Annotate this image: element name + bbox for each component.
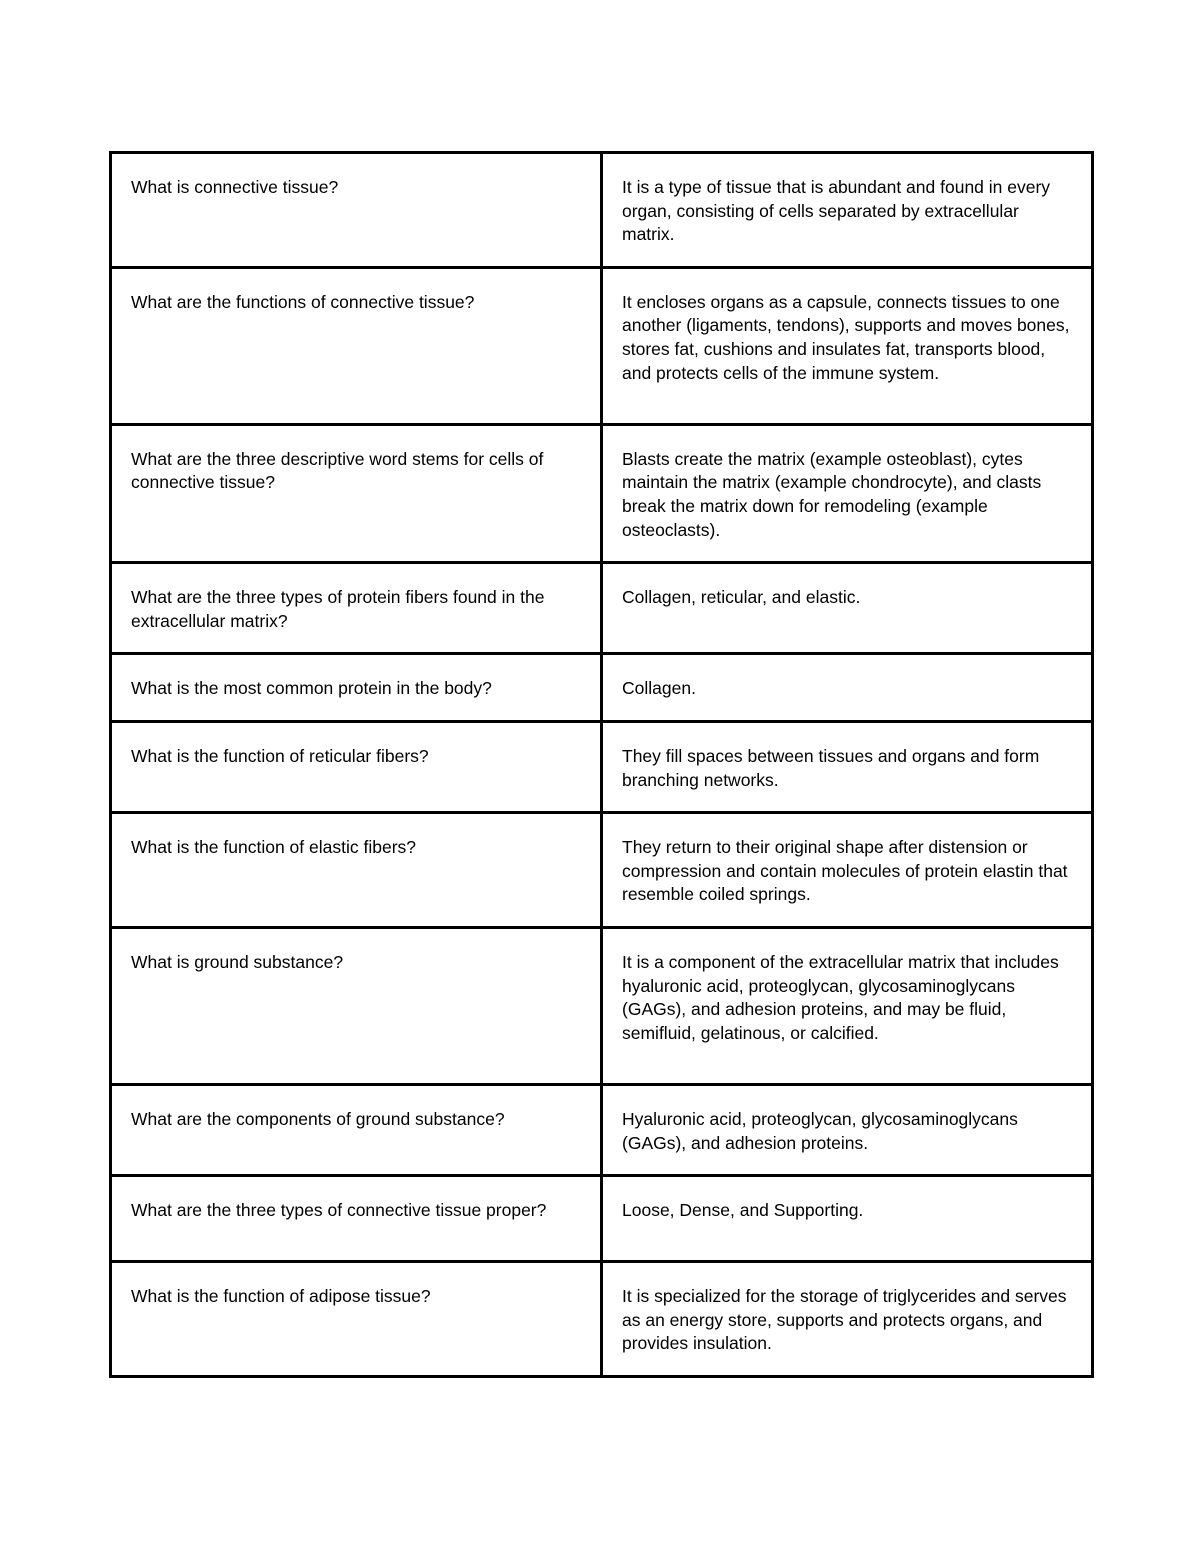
table-row	[111, 1084, 1093, 1175]
question-cell: What is ground substance?	[111, 927, 602, 1084]
question-cell: What is connective tissue?	[111, 153, 602, 268]
answer-cell: It is specialized for the storage of triglycerides and serves as an energy store, supports and protects organs, and provides insulation.	[602, 1262, 1093, 1377]
question-cell: What are the functions of connective tissue?	[111, 267, 602, 424]
question-cell: What is the function of reticular fibers?	[111, 721, 602, 812]
question-cell: What is the function of elastic fibers?	[111, 813, 602, 928]
table-row	[111, 563, 1093, 654]
answer-cell: It is a component of the extracellular matrix that includes hyaluronic acid, proteoglycan, glycosaminoglycans (GAGs), and adhesion proteins, and may be fluid, semifluid, gelatinous, or calcified.	[602, 927, 1093, 1084]
answer-cell: Loose, Dense, and Supporting.	[602, 1176, 1093, 1262]
table-row	[111, 153, 1093, 268]
answer-cell: Collagen.	[602, 654, 1093, 722]
answer-cell: It encloses organs as a capsule, connects tissues to one another (ligaments, tendons), supports and moves bones, stores fat, cushions and insulates fat, transports blood, and protects cells of the immune system.	[602, 267, 1093, 424]
table-row	[111, 424, 1093, 562]
table-row	[111, 267, 1093, 424]
table-row	[111, 1176, 1093, 1262]
question-cell: What is the function of adipose tissue?	[111, 1262, 602, 1377]
question-cell: What are the three types of protein fibers found in the extracellular matrix?	[111, 563, 602, 654]
question-answer-table	[109, 151, 1094, 1378]
question-cell: What are the three types of connective tissue proper?	[111, 1176, 602, 1262]
answer-cell: Blasts create the matrix (example osteoblast), cytes maintain the matrix (example chondrocyte), and clasts break the matrix down for remodeling (example osteoclasts).	[602, 424, 1093, 562]
table-row	[111, 813, 1093, 928]
answer-cell: Collagen, reticular, and elastic.	[602, 563, 1093, 654]
answer-cell: They fill spaces between tissues and organs and form branching networks.	[602, 721, 1093, 812]
table-row	[111, 927, 1093, 1084]
answer-cell: Hyaluronic acid, proteoglycan, glycosaminoglycans (GAGs), and adhesion proteins.	[602, 1084, 1093, 1175]
question-cell: What are the three descriptive word stems for cells of connective tissue?	[111, 424, 602, 562]
table-row	[111, 721, 1093, 812]
question-cell: What are the components of ground substance?	[111, 1084, 602, 1175]
table-row	[111, 1262, 1093, 1377]
table-row	[111, 654, 1093, 722]
answer-cell: It is a type of tissue that is abundant and found in every organ, consisting of cells separated by extracellular matrix.	[602, 153, 1093, 268]
question-cell: What is the most common protein in the body?	[111, 654, 602, 722]
answer-cell: They return to their original shape after distension or compression and contain molecules of protein elastin that resemble coiled springs.	[602, 813, 1093, 928]
